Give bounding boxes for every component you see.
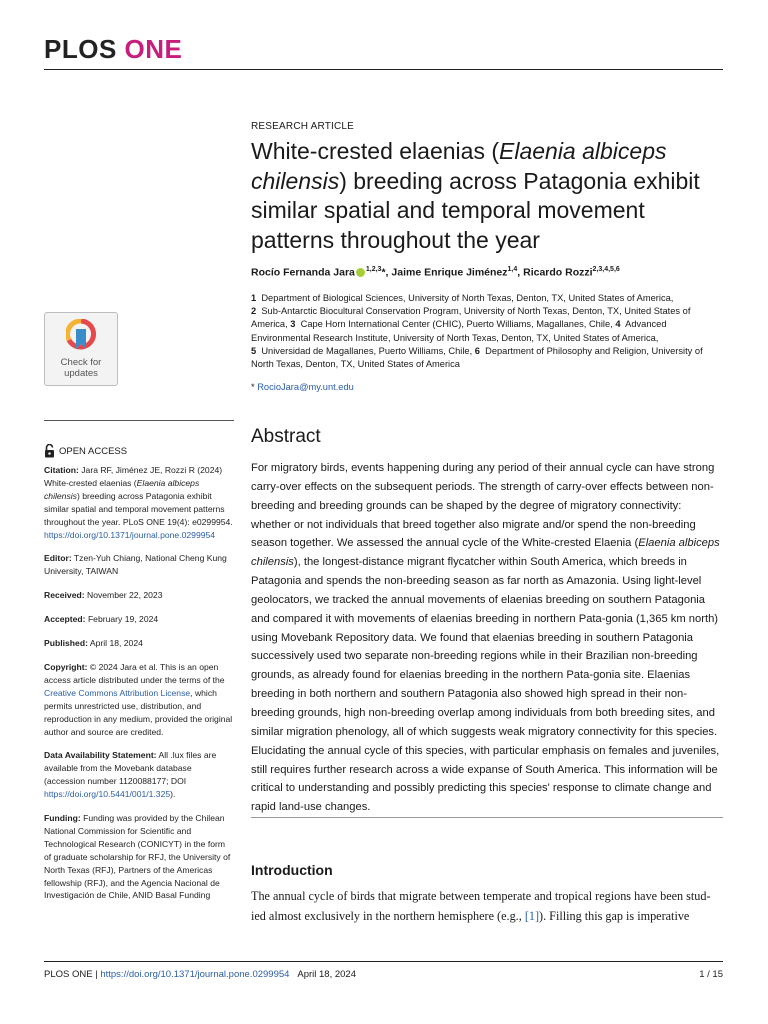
footer-doi-link[interactable]: https://doi.org/10.1371/journal.pone.0299954 [100,969,290,980]
check-for-updates-badge[interactable] [44,312,118,386]
author-list [251,266,721,279]
footer-separator: | [92,969,101,980]
citation-text: ) breeding across Patagonia exhibit similar spatial and temporal movement patterns throughout the year. PLoS ONE 19(4): e0299954. [44,490,233,527]
abstract-divider [251,817,723,818]
affil-text: Universidad de Magallanes, Puerto Williams, Chile, [261,345,473,356]
intro-part2: ). Filling this gap is imperative [539,908,690,923]
data-availability-text: All .lux files are available from the Movebank database (accession number 1120088177; DOI [44,750,217,787]
affil-text: Department of Biological Sciences, University of North Texas, Denton, TX, United States of America, [261,293,674,303]
reference-link[interactable]: [1] [524,908,540,923]
affiliations [251,292,723,371]
citation-species: Elaenia albiceps chilensis [44,477,200,501]
received-date: November 22, 2023 [87,590,163,601]
funding-label: Funding: [44,813,81,824]
article-type: RESEARCH ARTICLE [251,121,355,132]
editor-block [44,552,234,578]
author-1[interactable]: Rocío Fernanda Jara [251,266,355,279]
published-label: Published: [44,638,88,649]
affil-num: 6 [474,345,480,356]
logo-one: ONE [124,34,183,64]
affil-text: Advanced Environmental Research Institute, University of North Texas, Denton, TX, United States of America, [251,319,667,343]
abstract-heading: Abstract [251,426,321,447]
author-1-affil: 1,2,3 [365,266,382,273]
footer-divider [44,961,723,962]
author-3-affil: 2,3,4,5,6 [592,266,620,273]
footer-journal: PLOS ONE [44,969,93,980]
accepted-block [44,613,234,626]
orcid-icon[interactable] [356,268,365,277]
introduction-heading: Introduction [251,862,333,878]
affil-text: Department of Philosophy and Religion, University of North Texas, Denton, TX, United States of America [251,345,703,370]
editor-text: Tzen-Yuh Chiang, National Cheng Kung University, TAIWAN [44,553,227,577]
copyright-block [44,661,234,738]
corresponding-mark: * [381,266,386,279]
data-availability-end: ). [170,789,176,800]
header-divider [44,69,723,70]
funding-text: Funding was provided by the Chilean National Commission for Scientific and Technological Research (CONICYT) in the form of graduate scholarship for RFJ, the University of North Texas (RFJ), Partners of the Americas fellowship (RFJ), and the Agencia Nacional de Investigación de Chile, ANID Basal Funding [44,813,231,901]
accepted-date: February 19, 2024 [87,614,159,625]
bookmark-ribbon-icon [66,319,96,353]
published-date: April 18, 2024 [89,638,143,649]
cfu-line1: Check for [60,357,102,368]
corresponding-mark: * [251,382,255,392]
author-3[interactable]: Ricardo Rozzi [523,266,593,279]
published-block [44,637,234,650]
license-link[interactable]: Creative Commons Attribution License [44,687,191,698]
article-title [251,137,721,255]
open-access-label [44,444,127,458]
cfu-line2: updates [64,367,98,379]
correspondence [251,382,354,392]
received-block [44,589,234,602]
affil-text: Sub-Antarctic Biocultural Conservation Program, University of North Texas, Denton, TX, United States of America, [251,306,691,330]
abstract-part1: For migratory birds, events happening during any period of their annual cycle can have strong carry-over effects on the subsequent periods. The strength of carry-over effects between non-breeding and breeding grounds can be shaped by the degree of migratory connectivity: whether or not individuals that breed together also migrate and/or spend the non-breeding season together. We assessed the annual cycle of the White-crested Elaenia ( [251,462,715,550]
footer-citation [44,969,356,980]
data-availability-label: Data Availability Statement: [44,750,157,761]
introduction-text [251,887,723,926]
editor-label: Editor: [44,553,72,564]
author-2[interactable]: Jaime Enrique Jiménez [391,266,508,279]
author-separator: , [385,266,392,279]
copyright-text: , which permits unrestricted use, distribution, and reproduction in any medium, provided the original author and source are credited. [44,687,233,737]
affil-text: Cape Horn International Center (CHIC), Puerto Williams, Magallanes, Chile, [300,319,613,330]
data-availability-block [44,749,234,801]
page-number: 1 / 15 [699,969,723,980]
sidebar-divider [44,420,234,421]
copyright-label: Copyright: [44,661,88,672]
abstract-part2: ), the longest-distance migrant flycatcher within South America, which breeds in Patagonia and spends the non-breeding season as far north as Amazonia. Using light-level geolocators, we tracked the annual movements of elaenias breeding on southern Patagonia and compared it with movements of elaenias breeding in northern Pata-gonia (1,365 km north) using Movebank Repository data. We found that elaenias breeding in southern Patagonia successively used two separate non-breeding regions while in their Brazilian non-breeding grounds, as already found for elaenias breeding in the northern Pata-gonia site. Elaenias breeding in both northern and southern Patagonia also showed high spread in their non-breeding grounds, high non-breeding overlap among individuals from both breeding sites, and similar migration phenology, all of which suggests weak migratory connectivity for this species. Elucidating the annual cycle of this species, with particular emphasis on females and juveniles, still requires further research across a wide expanse of South America. This information will be critical to understanding and possibly predicting this species' response to climate change and rapid land-use changes. [251,556,720,814]
copyright-text: © 2024 Jara et al. This is an open access article distributed under the terms of the [44,661,225,685]
affil-num: 2 [251,306,257,317]
abstract-species: Elaenia albiceps chilensis [251,537,720,569]
affil-num: 1 [251,293,257,303]
funding-block [44,812,234,902]
journal-logo[interactable] [44,36,182,62]
received-label: Received: [44,590,85,601]
author-2-affil: 1,4 [507,266,518,273]
affil-num: 5 [251,345,257,356]
accepted-label: Accepted: [44,614,86,625]
article-info-sidebar [44,464,234,913]
author-separator: , [517,266,524,279]
data-doi-link[interactable]: https://doi.org/10.5441/001/1.325 [44,789,171,800]
abstract-text [251,459,723,817]
footer-date: April 18, 2024 [297,969,356,980]
title-species: Elaenia albiceps chilensis [251,138,667,194]
title-part2: ) breeding across Patagonia exhibit similar spatial and temporal movement patterns throughout the year [251,167,700,253]
affil-num: 3 [290,319,296,330]
citation-text: Jara RF, Jiménez JE, Rozzi R (2024) White-crested elaenias ( [44,465,223,488]
title-part1: White-crested elaenias ( [251,138,499,164]
open-lock-icon [44,444,55,458]
intro-part1: The annual cycle of birds that migrate between temperate and tropical regions have been stud-ied almost exclusively in the northern hemisphere (e.g., [251,889,711,923]
open-access-text: OPEN ACCESS [59,445,128,457]
citation-doi-link[interactable]: https://doi.org/10.1371/journal.pone.0299954 [44,529,216,540]
citation-label: Citation: [44,465,79,475]
email-link[interactable]: RocioJara@my.unt.edu [257,382,354,392]
logo-plos: PLOS [44,34,117,64]
affil-num: 4 [615,319,621,330]
citation-block [44,464,234,541]
